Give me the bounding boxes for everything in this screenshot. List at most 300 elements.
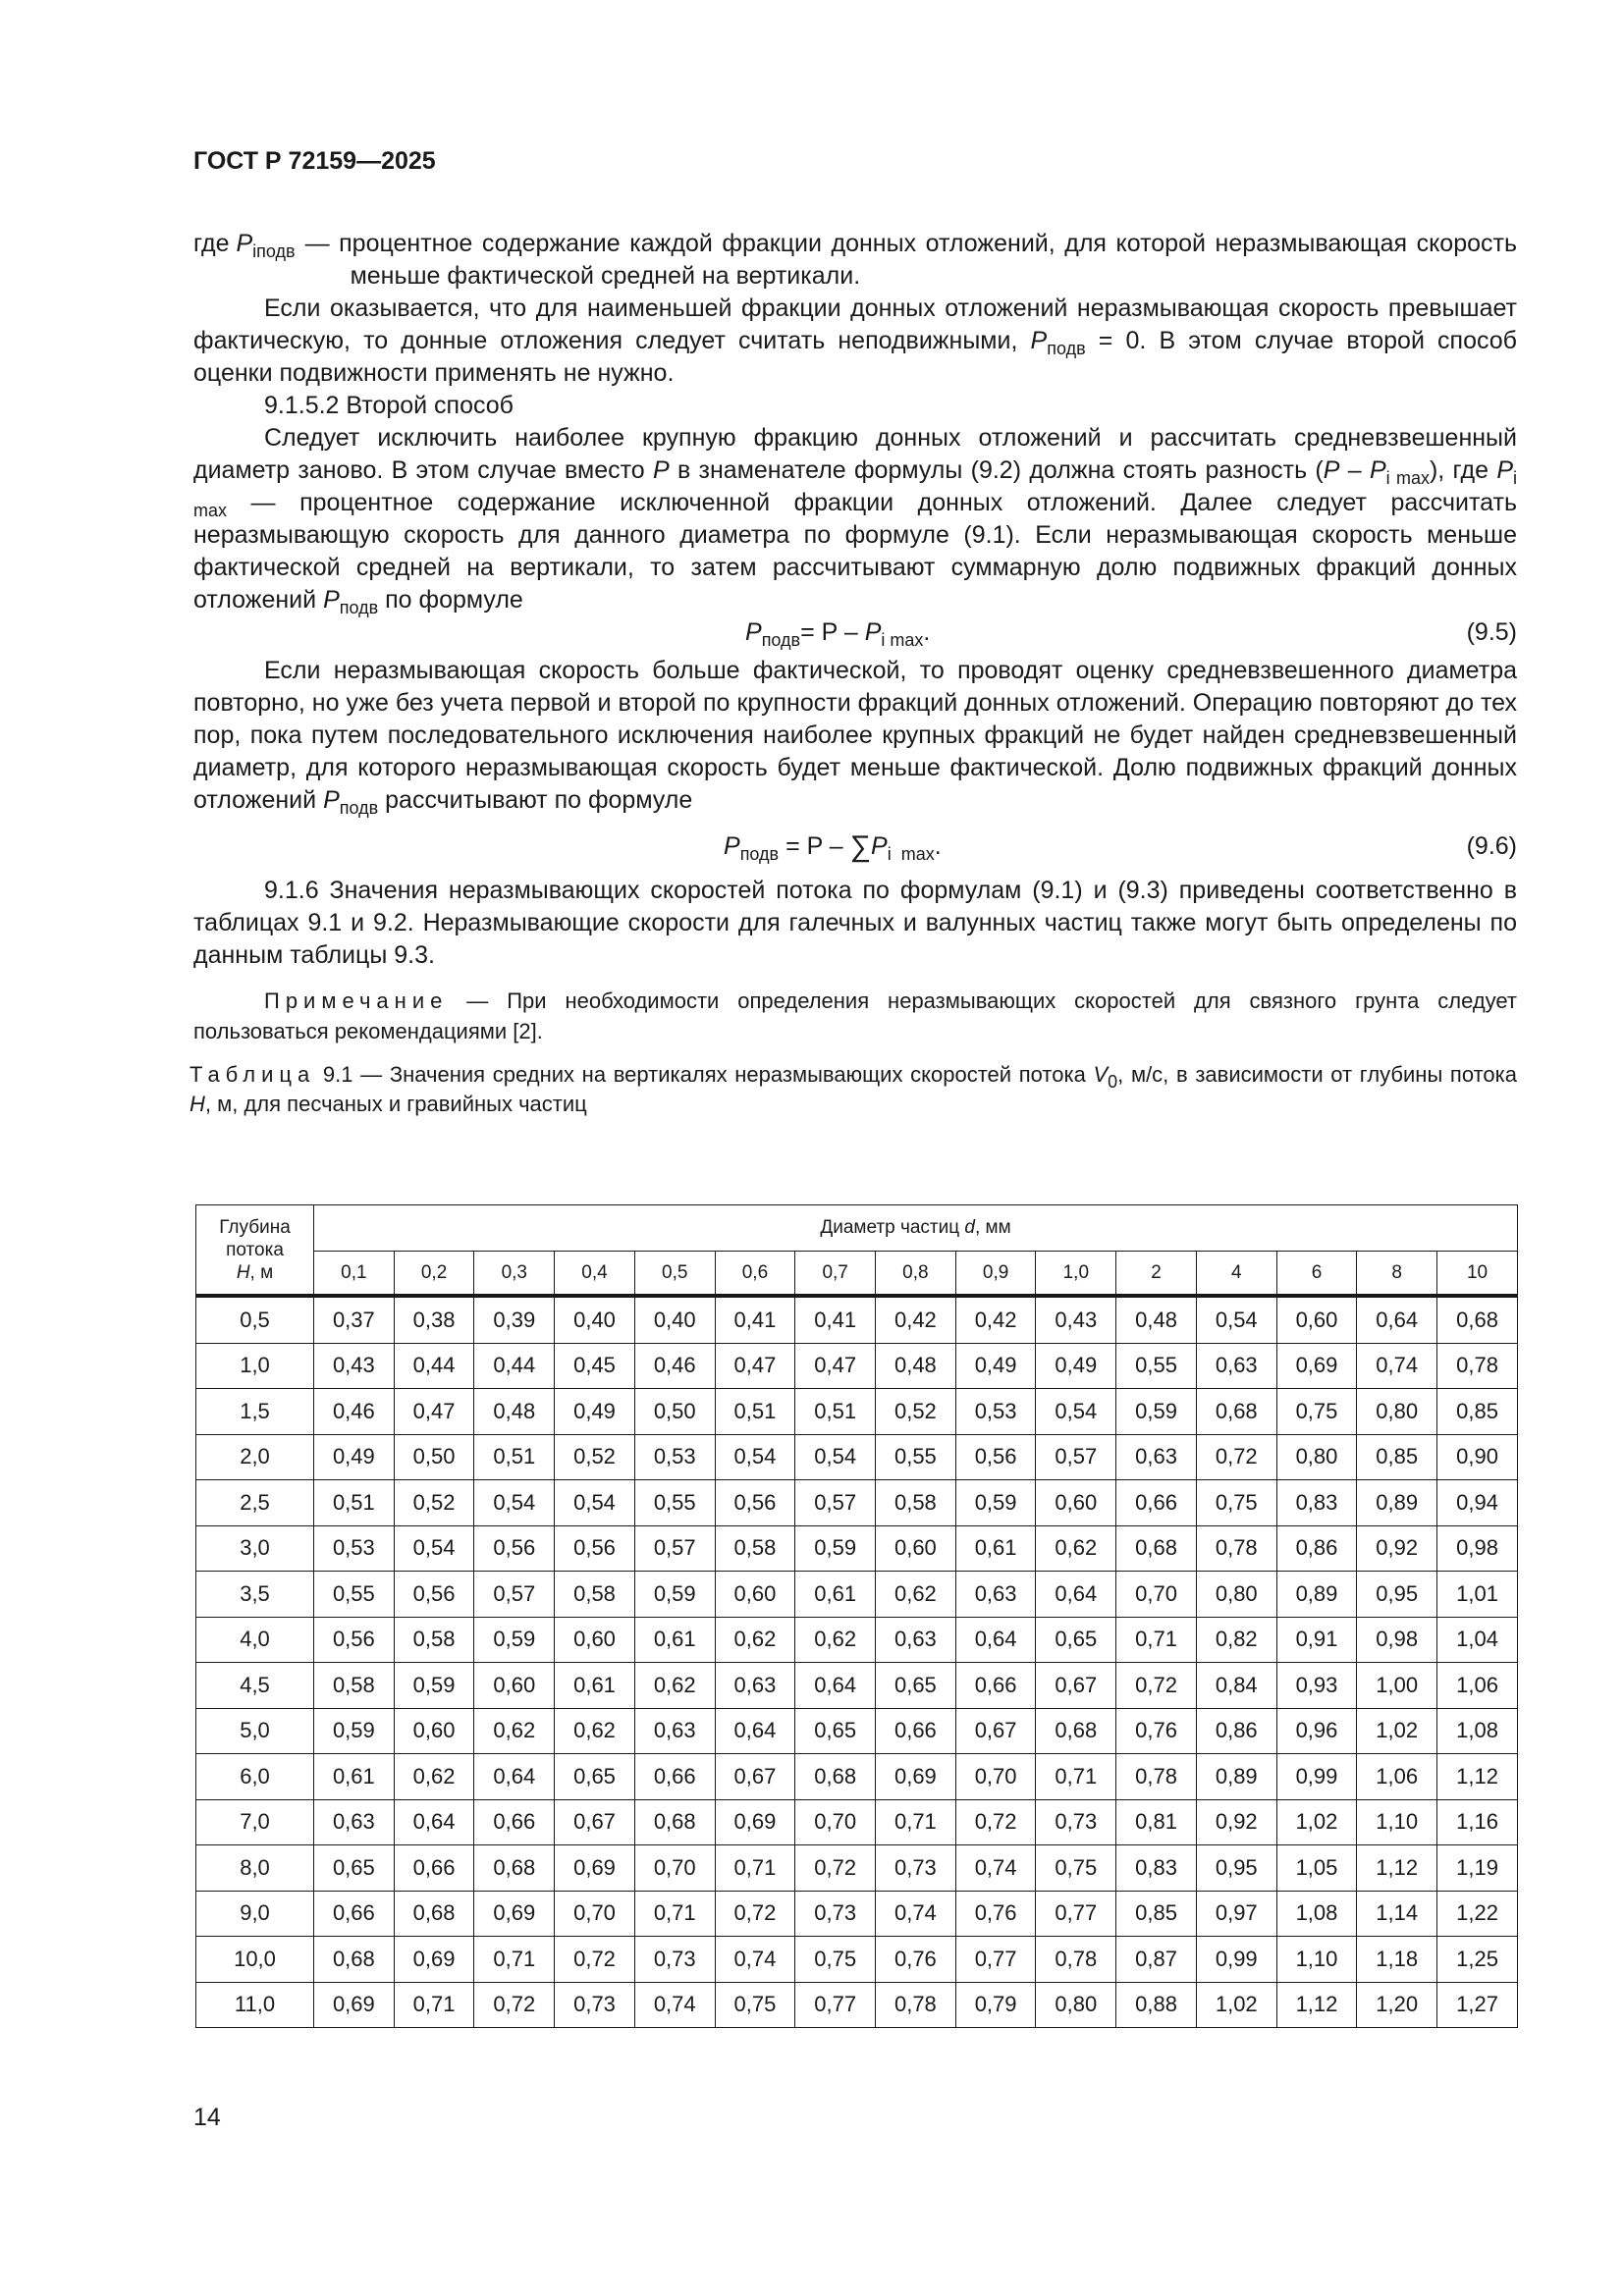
velocity-cell: 0,71 [876,1799,956,1845]
velocity-cell: 0,55 [314,1572,395,1618]
velocity-cell: 0,56 [314,1617,395,1663]
velocity-cell: 0,71 [634,1891,715,1937]
velocity-cell: 0,66 [394,1845,474,1892]
velocity-cell: 0,72 [955,1799,1036,1845]
velocity-cell: 0,75 [1036,1845,1116,1892]
velocity-cell: 0,51 [474,1434,555,1480]
velocity-cell: 0,63 [634,1708,715,1754]
velocity-cell: 0,85 [1116,1891,1197,1937]
velocity-cell: 0,74 [634,1982,715,2028]
velocity-cell: 1,04 [1437,1617,1518,1663]
velocity-cell: 0,64 [394,1799,474,1845]
table-row [196,1434,1518,1480]
velocity-cell: 0,66 [876,1708,956,1754]
diameter-header-row [196,1252,1518,1297]
velocity-cell: 1,25 [1437,1937,1518,1983]
depth-cell: 6,0 [196,1754,314,1800]
velocity-cell: 0,73 [555,1982,635,2028]
velocity-cell: 0,60 [394,1708,474,1754]
velocity-cell: 0,55 [876,1434,956,1480]
velocity-cell: 0,50 [394,1434,474,1480]
depth-cell: 10,0 [196,1937,314,1983]
velocity-cell: 0,56 [474,1525,555,1572]
velocity-cell: 0,51 [715,1389,795,1435]
velocity-cell: 0,52 [394,1480,474,1526]
table-row [196,1845,1518,1892]
velocity-cell: 0,61 [795,1572,876,1618]
velocity-cell: 0,48 [474,1389,555,1435]
velocity-cell: 1,06 [1437,1663,1518,1709]
velocity-cell: 0,93 [1276,1663,1357,1709]
table-row [196,1663,1518,1709]
velocity-cell: 0,54 [795,1434,876,1480]
velocity-cell: 0,92 [1196,1799,1276,1845]
velocity-cell: 0,64 [1036,1572,1116,1618]
velocity-cell: 0,96 [1276,1708,1357,1754]
velocity-cell: 0,50 [634,1389,715,1435]
velocity-cell: 0,72 [1116,1663,1197,1709]
depth-cell: 4,0 [196,1617,314,1663]
page-number: 14 [193,2104,221,2131]
depth-cell: 0,5 [196,1296,314,1343]
equation-9-6-formula: $P_{подв} = P - \sum P_{i max}$. [724,830,942,864]
velocity-cell: 0,41 [795,1296,876,1343]
velocity-cell: 0,47 [394,1389,474,1435]
table-row [196,1799,1518,1845]
velocity-cell: 0,59 [1116,1389,1197,1435]
velocity-cell: 1,12 [1357,1845,1437,1892]
velocity-cell: 0,66 [1116,1480,1197,1526]
velocity-cell: 0,86 [1276,1525,1357,1572]
velocity-cell: 0,62 [474,1708,555,1754]
velocity-cell: 0,53 [955,1389,1036,1435]
velocity-cell: 0,63 [955,1572,1036,1618]
velocity-cell: 0,74 [715,1937,795,1983]
velocity-cell: 0,99 [1196,1937,1276,1983]
velocity-cell: 0,94 [1437,1480,1518,1526]
velocity-cell: 0,84 [1196,1663,1276,1709]
velocity-cell: 0,72 [474,1982,555,2028]
velocity-cell: 0,54 [1036,1389,1116,1435]
velocity-cell: 0,62 [634,1663,715,1709]
velocity-cell: 0,56 [394,1572,474,1618]
velocity-cell: 1,06 [1357,1754,1437,1800]
velocity-cell: 0,44 [394,1343,474,1389]
velocity-cell: 0,53 [314,1525,395,1572]
velocity-cell: 0,73 [634,1937,715,1983]
velocity-cell: 0,95 [1357,1572,1437,1618]
velocity-cell: 0,63 [314,1799,395,1845]
velocity-cell: 1,00 [1357,1663,1437,1709]
paragraph-repeat: Если неразмывающая скорость больше фактической, то проводят оценку средневзвешенного диаметра повторно, но уже без учета первой и второй по крупности фракций донных отложений. Операцию повторяют до тех пор, пока путем последовательного исключения наиболее крупных фракций не будет найден средневзвешенный диаметр, для которого неразмывающая скорость будет меньше фактической. Долю подвижных фракций донных отложений $P_{подв}$ рассчитывают по формуле [193,657,1517,818]
velocity-cell: 1,02 [1357,1708,1437,1754]
velocity-cell: 1,19 [1437,1845,1518,1892]
table-caption-label: Таблица [189,1062,316,1087]
velocity-cell: 0,69 [1276,1343,1357,1389]
table-row [196,1937,1518,1983]
equation-9-6 [193,830,1517,863]
note: Примечание — При необходимости определения неразмывающих скоростей для связного грунта следует пользоваться рекомендациями [2]. [193,988,1517,1043]
velocity-cell: 1,02 [1276,1799,1357,1845]
velocity-cell: 0,64 [795,1663,876,1709]
velocity-cell: 1,02 [1196,1982,1276,2028]
velocity-cell: 0,68 [634,1799,715,1845]
velocity-cell: 0,95 [1196,1845,1276,1892]
velocity-cell: 0,59 [314,1708,395,1754]
velocity-cell: 0,71 [394,1982,474,2028]
diameter-column-header: 1,0 [1036,1252,1116,1297]
velocity-cell: 0,61 [555,1663,635,1709]
velocity-cell: 1,27 [1437,1982,1518,2028]
velocity-cell: 0,41 [715,1296,795,1343]
velocity-cell: 0,58 [715,1525,795,1572]
velocity-cell: 0,63 [1116,1434,1197,1480]
velocity-cell: 0,51 [314,1480,395,1526]
velocity-cell: 0,69 [555,1845,635,1892]
diameter-column-header: 0,9 [955,1252,1036,1297]
velocity-cell: 0,78 [876,1982,956,2028]
where-symbol: где $P_{iподв}$ [193,230,296,261]
velocity-cell: 0,82 [1196,1617,1276,1663]
velocity-cell: 0,74 [876,1891,956,1937]
velocity-cell: 0,58 [876,1480,956,1526]
velocity-cell: 0,97 [1196,1891,1276,1937]
velocity-cell: 0,68 [1036,1708,1116,1754]
velocity-cell: 0,59 [474,1617,555,1663]
velocity-cell: 0,43 [1036,1296,1116,1343]
velocity-cell: 0,63 [1196,1343,1276,1389]
velocity-cell: 0,58 [314,1663,395,1709]
velocity-cell: 0,49 [555,1389,635,1435]
velocity-cell: 1,08 [1276,1891,1357,1937]
velocity-cell: 0,60 [1036,1480,1116,1526]
velocity-cell: 0,80 [1276,1434,1357,1480]
equation-9-6-number: (9.6) [1466,832,1517,860]
depth-column-header: Глубина потока H, м [196,1205,314,1297]
velocity-cell: 0,70 [555,1891,635,1937]
depth-cell: 8,0 [196,1845,314,1892]
velocity-cell: 0,89 [1196,1754,1276,1800]
velocity-cell: 0,71 [474,1937,555,1983]
velocity-cell: 0,78 [1116,1754,1197,1800]
velocity-cell: 0,60 [1276,1296,1357,1343]
velocity-cell: 0,42 [955,1296,1036,1343]
velocity-cell: 0,46 [314,1389,395,1435]
velocity-cell: 0,72 [555,1937,635,1983]
table-row [196,1754,1518,1800]
velocity-cell: 1,12 [1437,1754,1518,1800]
velocity-cell: 0,59 [394,1663,474,1709]
velocity-cell: 0,57 [1036,1434,1116,1480]
velocity-cell: 0,48 [1116,1296,1197,1343]
velocity-cell: 0,70 [634,1845,715,1892]
document-id: ГОСТ Р 72159—2025 [193,147,436,175]
velocity-cell: 0,53 [634,1434,715,1480]
velocity-cell: 0,85 [1437,1389,1518,1435]
velocity-cell: 0,89 [1276,1572,1357,1618]
velocity-cell: 0,68 [1196,1389,1276,1435]
section-heading-9152: 9.1.5.2 Второй способ [264,392,514,419]
velocity-cell: 0,61 [314,1754,395,1800]
table-caption: Таблица 9.1 — Значения средних на вертикалях неразмывающих скоростей потока $V_0$, м/с, в зависимости от глубины потока H, м, для песчаных и гравийных частиц [189,1062,1517,1116]
table-row [196,1617,1518,1663]
velocity-cell: 0,70 [1116,1572,1197,1618]
equation-9-5-number: (9.5) [1466,618,1517,646]
diameter-column-header: 0,8 [876,1252,956,1297]
velocity-cell: 1,20 [1357,1982,1437,2028]
velocity-cell: 0,57 [474,1572,555,1618]
note-label: Примечание [264,988,449,1013]
velocity-cell: 0,62 [715,1617,795,1663]
velocity-cell: 1,22 [1437,1891,1518,1937]
velocity-cell: 0,92 [1357,1525,1437,1572]
velocity-cell: 0,80 [1357,1389,1437,1435]
diameter-column-header: 0,1 [314,1252,395,1297]
velocity-cell: 0,90 [1437,1434,1518,1480]
velocity-cell: 0,59 [795,1525,876,1572]
where-definition [193,228,1517,293]
velocity-cell: 0,59 [955,1480,1036,1526]
velocity-cell: 0,62 [394,1754,474,1800]
velocity-cell: 0,72 [795,1845,876,1892]
velocity-cell: 0,68 [474,1845,555,1892]
diameter-column-header: 0,3 [474,1252,555,1297]
velocity-cell: 0,64 [955,1617,1036,1663]
velocity-cell: 0,85 [1357,1434,1437,1480]
velocity-cell: 0,71 [1116,1617,1197,1663]
depth-cell: 2,5 [196,1480,314,1526]
velocity-cell: 0,74 [1357,1343,1437,1389]
diameter-group-header: Диаметр частиц d, мм [314,1205,1518,1252]
velocity-cell: 0,49 [955,1343,1036,1389]
velocity-cell: 0,52 [876,1389,956,1435]
diameter-column-header: 0,7 [795,1252,876,1297]
depth-cell: 11,0 [196,1982,314,2028]
velocity-cell: 0,55 [1116,1343,1197,1389]
velocity-cell: 0,74 [955,1845,1036,1892]
velocity-cell: 0,80 [1196,1572,1276,1618]
velocity-cell: 0,67 [955,1708,1036,1754]
velocity-cell: 0,54 [474,1480,555,1526]
velocity-cell: 0,67 [1036,1663,1116,1709]
diameter-column-header: 4 [1196,1252,1276,1297]
table-body [196,1296,1518,2028]
velocity-cell: 0,54 [555,1480,635,1526]
velocity-cell: 0,67 [555,1799,635,1845]
velocity-cell: 1,16 [1437,1799,1518,1845]
velocity-cell: 0,86 [1196,1708,1276,1754]
velocity-cell: 0,40 [555,1296,635,1343]
table-row [196,1982,1518,2028]
depth-cell: 7,0 [196,1799,314,1845]
velocity-cell: 0,76 [955,1891,1036,1937]
velocity-cell: 0,61 [955,1525,1036,1572]
velocity-cell: 0,68 [795,1754,876,1800]
velocity-cell: 0,51 [795,1389,876,1435]
velocity-cell: 0,79 [955,1982,1036,2028]
velocity-cell: 0,75 [1196,1480,1276,1526]
velocity-cell: 0,68 [394,1891,474,1937]
diameter-column-header: 8 [1357,1252,1437,1297]
velocity-cell: 0,73 [795,1891,876,1937]
diameter-column-header: 2 [1116,1252,1197,1297]
velocity-cell: 0,57 [634,1525,715,1572]
velocity-cell: 0,65 [1036,1617,1116,1663]
velocity-cell: 0,42 [876,1296,956,1343]
velocity-cell: 0,45 [555,1343,635,1389]
velocity-cell: 0,77 [955,1937,1036,1983]
velocity-cell: 0,70 [955,1754,1036,1800]
velocity-cell: 0,44 [474,1343,555,1389]
velocity-cell: 0,87 [1116,1937,1197,1983]
velocity-cell: 0,40 [634,1296,715,1343]
velocity-cell: 0,61 [634,1617,715,1663]
velocity-cell: 0,73 [876,1845,956,1892]
velocity-cell: 0,65 [314,1845,395,1892]
velocity-cell: 0,66 [314,1891,395,1937]
velocity-cell: 0,60 [555,1617,635,1663]
velocity-cell: 0,67 [715,1754,795,1800]
velocity-cell: 0,63 [715,1663,795,1709]
velocity-cell: 0,65 [876,1663,956,1709]
velocity-cell: 0,46 [634,1343,715,1389]
velocity-cell: 0,47 [795,1343,876,1389]
velocity-cell: 0,49 [314,1434,395,1480]
velocity-cell: 0,68 [314,1937,395,1983]
velocity-cell: 0,71 [1036,1754,1116,1800]
velocity-cell: 0,56 [555,1525,635,1572]
velocity-cell: 0,71 [715,1845,795,1892]
velocity-cell: 0,81 [1116,1799,1197,1845]
where-description: — процентное содержание каждой фракции донных отложений, для которой неразмывающая скорость меньше фактической средней на вертикали. [304,230,1517,290]
velocity-cell: 1,05 [1276,1845,1357,1892]
velocity-cell: 0,91 [1276,1617,1357,1663]
diameter-column-header: 10 [1437,1252,1518,1297]
velocity-cell: 0,69 [394,1937,474,1983]
velocity-cell: 0,47 [715,1343,795,1389]
velocity-cell: 0,76 [876,1937,956,1983]
velocity-cell: 0,68 [1437,1296,1518,1343]
table-row [196,1525,1518,1572]
diameter-column-header: 0,6 [715,1252,795,1297]
velocity-table [195,1204,1518,2028]
velocity-cell: 0,77 [795,1982,876,2028]
velocity-cell: 0,72 [1196,1434,1276,1480]
velocity-cell: 0,62 [795,1617,876,1663]
velocity-cell: 0,54 [715,1434,795,1480]
velocity-cell: 0,49 [1036,1343,1116,1389]
velocity-cell: 0,37 [314,1296,395,1343]
table-row [196,1572,1518,1618]
velocity-cell: 0,69 [715,1799,795,1845]
velocity-cell: 0,60 [474,1663,555,1709]
velocity-cell: 0,75 [795,1937,876,1983]
velocity-cell: 0,75 [715,1982,795,2028]
paragraph-second-method: Следует исключить наиболее крупную фракцию донных отложений и рассчитать средневзвешенный диаметр заново. В этом случае вместо P в знаменателе формулы (9.2) должна стоять разность $(P - P_{i max})$, где $P_{i max}$ — процентное содержание исключенной фракции донных отложений. Далее следует рассчитать неразмывающую скорость для данного диаметра по формуле (9.1). Если неразмывающая скорость меньше фактической средней на вертикали, то затем рассчитывают суммарную долю подвижных фракций донных отложений $P_{подв}$ по формуле [193,424,1518,617]
velocity-cell: 0,88 [1116,1982,1197,2028]
velocity-cell: 1,10 [1357,1799,1437,1845]
velocity-cell: 0,72 [715,1891,795,1937]
velocity-cell: 0,78 [1196,1525,1276,1572]
depth-cell: 3,5 [196,1572,314,1618]
equation-9-5 [193,616,1517,649]
velocity-cell: 0,83 [1116,1845,1197,1892]
velocity-cell: 0,52 [555,1434,635,1480]
velocity-cell: 0,78 [1437,1343,1518,1389]
velocity-cell: 1,08 [1437,1708,1518,1754]
velocity-cell: 0,48 [876,1343,956,1389]
velocity-cell: 0,39 [474,1296,555,1343]
velocity-cell: 0,58 [555,1572,635,1618]
depth-cell: 9,0 [196,1891,314,1937]
diameter-column-header: 0,4 [555,1252,635,1297]
velocity-cell: 0,63 [876,1617,956,1663]
velocity-cell: 0,62 [555,1708,635,1754]
depth-cell: 1,5 [196,1389,314,1435]
depth-cell: 1,0 [196,1343,314,1389]
velocity-cell: 0,57 [795,1480,876,1526]
velocity-cell: 0,54 [394,1525,474,1572]
velocity-cell: 0,69 [474,1891,555,1937]
velocity-cell: 0,65 [795,1708,876,1754]
velocity-cell: 0,55 [634,1480,715,1526]
velocity-cell: 1,10 [1276,1937,1357,1983]
velocity-cell: 0,98 [1357,1617,1437,1663]
velocity-cell: 0,66 [955,1663,1036,1709]
velocity-cell: 1,12 [1276,1982,1357,2028]
depth-cell: 3,0 [196,1525,314,1572]
velocity-cell: 0,83 [1276,1480,1357,1526]
velocity-cell: 1,18 [1357,1937,1437,1983]
depth-cell: 5,0 [196,1708,314,1754]
velocity-cell: 0,89 [1357,1480,1437,1526]
velocity-cell: 0,64 [1357,1296,1437,1343]
velocity-cell: 1,01 [1437,1572,1518,1618]
velocity-cell: 0,69 [876,1754,956,1800]
velocity-cell: 0,56 [955,1434,1036,1480]
table-row [196,1296,1518,1343]
velocity-cell: 0,59 [634,1572,715,1618]
velocity-cell: 0,70 [795,1799,876,1845]
equation-9-5-formula: $P_{подв}= P - P_{i max}$. [745,618,931,650]
diameter-column-header: 0,2 [394,1252,474,1297]
velocity-cell: 0,78 [1036,1937,1116,1983]
table-row [196,1891,1518,1937]
velocity-cell: 0,75 [1276,1389,1357,1435]
table-row [196,1343,1518,1389]
velocity-cell: 0,80 [1036,1982,1116,2028]
velocity-cell: 0,38 [394,1296,474,1343]
velocity-cell: 0,54 [1196,1296,1276,1343]
table-row [196,1480,1518,1526]
velocity-cell: 0,66 [634,1754,715,1800]
document-body [189,228,1518,1119]
velocity-cell: 0,76 [1116,1708,1197,1754]
velocity-cell: 0,56 [715,1480,795,1526]
velocity-cell: 0,77 [1036,1891,1116,1937]
diameter-column-header: 6 [1276,1252,1357,1297]
velocity-cell: 0,68 [1116,1525,1197,1572]
velocity-cell: 0,64 [474,1754,555,1800]
velocity-cell: 0,62 [1036,1525,1116,1572]
table-row [196,1708,1518,1754]
velocity-cell: 0,60 [876,1525,956,1572]
diameter-column-header: 0,5 [634,1252,715,1297]
velocity-cell: 0,43 [314,1343,395,1389]
velocity-cell: 0,60 [715,1572,795,1618]
paragraph-immobile: Если оказывается, что для наименьшей фракции донных отложений неразмывающая скорость превышает фактическую, то донные отложения следует считать неподвижными, $P_{подв} = 0$. В этом случае второй способ оценки подвижности применять не нужно. [193,294,1517,387]
velocity-cell: 0,64 [715,1708,795,1754]
